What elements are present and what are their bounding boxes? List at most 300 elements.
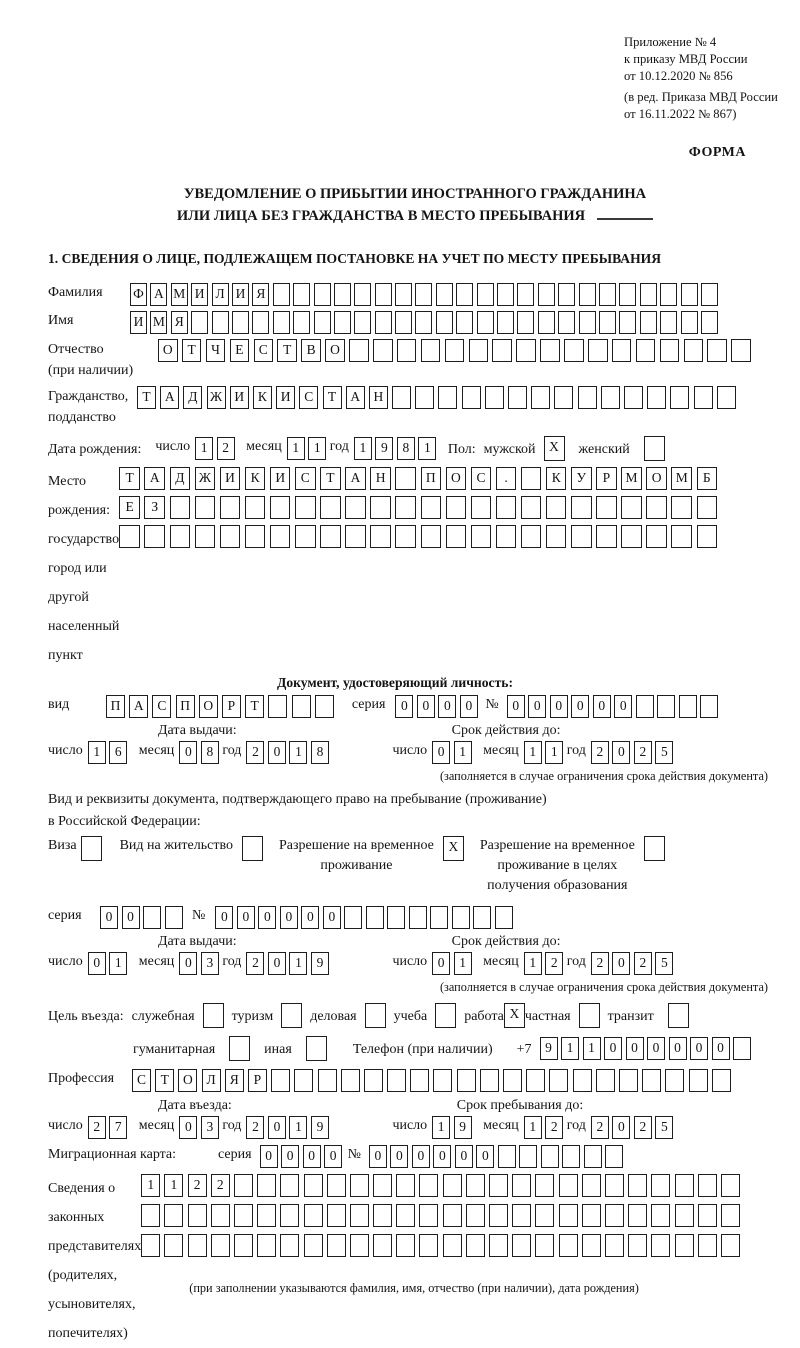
char-cell[interactable]: И [130, 311, 147, 334]
char-cell[interactable] [421, 496, 442, 519]
char-cell[interactable] [350, 1204, 369, 1227]
char-cell[interactable] [144, 525, 165, 548]
char-cell[interactable] [164, 1204, 183, 1227]
char-cell[interactable] [141, 1234, 160, 1257]
char-cell[interactable]: М [621, 467, 642, 490]
char-cell[interactable] [318, 1069, 337, 1092]
doc-kind-input[interactable] [106, 695, 338, 718]
char-cell[interactable] [516, 339, 536, 362]
char-cell[interactable] [496, 496, 517, 519]
char-cell[interactable] [647, 386, 666, 409]
char-cell[interactable] [477, 311, 494, 334]
char-cell[interactable]: Ф [130, 283, 147, 306]
name-input[interactable] [130, 311, 721, 334]
char-cell[interactable] [582, 1174, 601, 1197]
char-cell[interactable] [229, 1036, 250, 1061]
char-cell[interactable] [415, 386, 434, 409]
char-cell[interactable] [579, 311, 596, 334]
doc-issue-day-input[interactable] [88, 741, 131, 764]
char-cell[interactable] [373, 339, 393, 362]
char-cell[interactable] [365, 1003, 386, 1028]
char-cell[interactable]: А [346, 386, 365, 409]
char-cell[interactable]: М [171, 283, 188, 306]
char-cell[interactable] [701, 283, 718, 306]
char-cell[interactable]: М [671, 467, 692, 490]
char-cell[interactable] [721, 1174, 740, 1197]
char-cell[interactable] [327, 1204, 346, 1227]
char-cell[interactable]: 0 [604, 1037, 622, 1060]
char-cell[interactable] [492, 339, 512, 362]
char-cell[interactable] [415, 283, 432, 306]
char-cell[interactable] [195, 525, 216, 548]
visa-checkbox[interactable] [81, 836, 102, 861]
char-cell[interactable] [712, 1069, 731, 1092]
char-cell[interactable] [466, 1174, 485, 1197]
char-cell[interactable] [571, 496, 592, 519]
char-cell[interactable]: О [199, 695, 218, 718]
phone-input[interactable] [540, 1037, 755, 1060]
char-cell[interactable] [462, 386, 481, 409]
char-cell[interactable] [508, 386, 527, 409]
char-cell[interactable] [689, 1069, 708, 1092]
char-cell[interactable] [624, 386, 643, 409]
char-cell[interactable] [675, 1174, 694, 1197]
char-cell[interactable]: Я [225, 1069, 244, 1092]
char-cell[interactable]: . [496, 467, 517, 490]
sex-female-checkbox[interactable] [644, 436, 665, 461]
char-cell[interactable] [489, 1174, 508, 1197]
char-cell[interactable]: 1 [289, 952, 307, 975]
char-cell[interactable] [304, 1174, 323, 1197]
char-cell[interactable] [651, 1174, 670, 1197]
char-cell[interactable]: С [299, 386, 318, 409]
entry-day-input[interactable] [88, 1116, 131, 1139]
char-cell[interactable] [599, 283, 616, 306]
char-cell[interactable]: 7 [109, 1116, 127, 1139]
char-cell[interactable] [280, 1174, 299, 1197]
char-cell[interactable]: 2 [634, 741, 652, 764]
char-cell[interactable]: Е [119, 496, 140, 519]
char-cell[interactable]: 8 [311, 741, 329, 764]
temp-residence-education-checkbox[interactable] [644, 836, 665, 861]
char-cell[interactable] [349, 339, 369, 362]
char-cell[interactable] [721, 1204, 740, 1227]
purpose-other-checkbox[interactable] [306, 1036, 327, 1061]
char-cell[interactable] [651, 1234, 670, 1257]
char-cell[interactable] [234, 1174, 253, 1197]
char-cell[interactable]: 0 [690, 1037, 708, 1060]
char-cell[interactable] [396, 1234, 415, 1257]
char-cell[interactable] [188, 1204, 207, 1227]
char-cell[interactable]: 3 [201, 952, 219, 975]
char-cell[interactable] [375, 283, 392, 306]
char-cell[interactable] [466, 1234, 485, 1257]
char-cell[interactable]: 1 [109, 952, 127, 975]
char-cell[interactable] [558, 311, 575, 334]
char-cell[interactable] [257, 1234, 276, 1257]
surname-input[interactable] [130, 283, 721, 306]
char-cell[interactable] [646, 496, 667, 519]
char-cell[interactable]: 0 [122, 906, 140, 929]
char-cell[interactable] [387, 906, 405, 929]
representatives-row1-input[interactable] [141, 1174, 744, 1197]
char-cell[interactable]: 9 [540, 1037, 558, 1060]
char-cell[interactable]: Т [323, 386, 342, 409]
char-cell[interactable] [521, 525, 542, 548]
char-cell[interactable] [541, 1145, 559, 1168]
char-cell[interactable] [640, 283, 657, 306]
char-cell[interactable]: С [471, 467, 492, 490]
char-cell[interactable] [540, 339, 560, 362]
char-cell[interactable] [438, 386, 457, 409]
char-cell[interactable] [496, 525, 517, 548]
char-cell[interactable] [387, 1069, 406, 1092]
char-cell[interactable] [731, 339, 751, 362]
sex-male-checkbox[interactable] [544, 436, 565, 461]
char-cell[interactable] [535, 1234, 554, 1257]
char-cell[interactable] [636, 339, 656, 362]
char-cell[interactable]: 2 [545, 1116, 563, 1139]
char-cell[interactable] [294, 1069, 313, 1092]
char-cell[interactable]: 1 [164, 1174, 183, 1197]
char-cell[interactable] [573, 1069, 592, 1092]
char-cell[interactable] [660, 339, 680, 362]
char-cell[interactable] [211, 1204, 230, 1227]
char-cell[interactable] [733, 1037, 751, 1060]
char-cell[interactable]: 1 [88, 741, 106, 764]
char-cell[interactable]: З [144, 496, 165, 519]
char-cell[interactable] [292, 695, 311, 718]
char-cell[interactable] [554, 386, 573, 409]
char-cell[interactable] [170, 525, 191, 548]
char-cell[interactable] [443, 1234, 462, 1257]
char-cell[interactable]: 1 [545, 741, 563, 764]
residence-valid-month-input[interactable] [524, 952, 567, 975]
char-cell[interactable] [495, 906, 513, 929]
char-cell[interactable]: Н [369, 386, 388, 409]
char-cell[interactable]: 0 [432, 741, 450, 764]
char-cell[interactable]: 2 [217, 437, 235, 460]
char-cell[interactable] [681, 283, 698, 306]
char-cell[interactable]: О [178, 1069, 197, 1092]
char-cell[interactable]: К [546, 467, 567, 490]
char-cell[interactable]: 0 [303, 1145, 321, 1168]
char-cell[interactable]: 0 [237, 906, 255, 929]
char-cell[interactable]: 0 [260, 1145, 278, 1168]
char-cell[interactable] [306, 1036, 327, 1061]
char-cell[interactable] [559, 1204, 578, 1227]
char-cell[interactable]: 2 [591, 741, 609, 764]
char-cell[interactable] [535, 1204, 554, 1227]
purpose-private-checkbox[interactable] [579, 1003, 600, 1028]
char-cell[interactable]: А [160, 386, 179, 409]
char-cell[interactable] [519, 1145, 537, 1168]
char-cell[interactable] [314, 311, 331, 334]
char-cell[interactable] [446, 496, 467, 519]
char-cell[interactable] [675, 1204, 694, 1227]
char-cell[interactable]: Т [119, 467, 140, 490]
char-cell[interactable]: 0 [280, 906, 298, 929]
char-cell[interactable] [203, 1003, 224, 1028]
char-cell[interactable] [409, 906, 427, 929]
char-cell[interactable]: 0 [268, 1116, 286, 1139]
char-cell[interactable] [234, 1234, 253, 1257]
char-cell[interactable] [628, 1174, 647, 1197]
char-cell[interactable]: О [158, 339, 178, 362]
char-cell[interactable]: 1 [289, 741, 307, 764]
char-cell[interactable]: 2 [634, 952, 652, 975]
char-cell[interactable] [327, 1234, 346, 1257]
char-cell[interactable] [512, 1204, 531, 1227]
char-cell[interactable]: 2 [88, 1116, 106, 1139]
char-cell[interactable] [410, 1069, 429, 1092]
char-cell[interactable] [280, 1204, 299, 1227]
char-cell[interactable] [517, 311, 534, 334]
char-cell[interactable]: П [106, 695, 125, 718]
char-cell[interactable]: К [253, 386, 272, 409]
char-cell[interactable] [660, 311, 677, 334]
char-cell[interactable]: 0 [571, 695, 589, 718]
entry-month-input[interactable] [179, 1116, 222, 1139]
char-cell[interactable]: 3 [201, 1116, 219, 1139]
char-cell[interactable] [477, 283, 494, 306]
char-cell[interactable] [605, 1145, 623, 1168]
char-cell[interactable] [588, 339, 608, 362]
char-cell[interactable]: 1 [354, 437, 372, 460]
char-cell[interactable] [232, 311, 249, 334]
char-cell[interactable]: 5 [655, 952, 673, 975]
char-cell[interactable]: 1 [308, 437, 326, 460]
residence-number-input[interactable] [215, 906, 516, 929]
char-cell[interactable]: 1 [454, 741, 472, 764]
char-cell[interactable] [619, 283, 636, 306]
char-cell[interactable] [295, 496, 316, 519]
char-cell[interactable] [675, 1234, 694, 1257]
char-cell[interactable]: Р [248, 1069, 267, 1092]
char-cell[interactable]: А [150, 283, 167, 306]
char-cell[interactable] [579, 283, 596, 306]
char-cell[interactable] [270, 496, 291, 519]
char-cell[interactable]: 0 [215, 906, 233, 929]
char-cell[interactable] [601, 386, 620, 409]
char-cell[interactable]: 0 [88, 952, 106, 975]
char-cell[interactable] [334, 283, 351, 306]
char-cell[interactable]: 2 [634, 1116, 652, 1139]
char-cell[interactable] [628, 1234, 647, 1257]
char-cell[interactable]: X [544, 436, 565, 461]
char-cell[interactable] [320, 496, 341, 519]
char-cell[interactable]: 0 [390, 1145, 408, 1168]
char-cell[interactable] [320, 525, 341, 548]
char-cell[interactable] [421, 339, 441, 362]
char-cell[interactable] [701, 311, 718, 334]
stay-month-input[interactable] [524, 1116, 567, 1139]
char-cell[interactable] [457, 1069, 476, 1092]
char-cell[interactable]: 2 [211, 1174, 230, 1197]
char-cell[interactable] [395, 496, 416, 519]
char-cell[interactable] [364, 1069, 383, 1092]
char-cell[interactable] [512, 1174, 531, 1197]
char-cell[interactable] [271, 1069, 290, 1092]
char-cell[interactable]: 9 [311, 952, 329, 975]
char-cell[interactable] [619, 1069, 638, 1092]
char-cell[interactable] [295, 525, 316, 548]
char-cell[interactable]: 0 [179, 741, 197, 764]
char-cell[interactable]: 0 [626, 1037, 644, 1060]
char-cell[interactable]: В [301, 339, 321, 362]
char-cell[interactable] [642, 1069, 661, 1092]
char-cell[interactable] [571, 525, 592, 548]
char-cell[interactable]: 2 [246, 952, 264, 975]
char-cell[interactable]: 0 [100, 906, 118, 929]
char-cell[interactable] [220, 525, 241, 548]
char-cell[interactable] [671, 525, 692, 548]
char-cell[interactable] [605, 1234, 624, 1257]
char-cell[interactable] [419, 1234, 438, 1257]
char-cell[interactable]: X [443, 836, 464, 861]
char-cell[interactable]: 0 [507, 695, 525, 718]
char-cell[interactable] [395, 467, 416, 490]
char-cell[interactable] [549, 1069, 568, 1092]
char-cell[interactable] [456, 283, 473, 306]
char-cell[interactable] [497, 283, 514, 306]
char-cell[interactable] [596, 1069, 615, 1092]
char-cell[interactable] [700, 695, 718, 718]
char-cell[interactable] [646, 525, 667, 548]
purpose-official-checkbox[interactable] [203, 1003, 224, 1028]
char-cell[interactable] [564, 339, 584, 362]
char-cell[interactable]: 5 [655, 741, 673, 764]
char-cell[interactable]: Н [370, 467, 391, 490]
char-cell[interactable] [415, 311, 432, 334]
char-cell[interactable]: Л [202, 1069, 221, 1092]
char-cell[interactable] [430, 906, 448, 929]
char-cell[interactable]: X [504, 1003, 525, 1028]
char-cell[interactable] [334, 311, 351, 334]
char-cell[interactable]: Т [182, 339, 202, 362]
char-cell[interactable] [165, 906, 183, 929]
char-cell[interactable]: 1 [287, 437, 305, 460]
char-cell[interactable]: А [144, 467, 165, 490]
char-cell[interactable] [395, 311, 412, 334]
char-cell[interactable] [517, 283, 534, 306]
char-cell[interactable] [350, 1234, 369, 1257]
char-cell[interactable]: 6 [109, 741, 127, 764]
char-cell[interactable] [293, 283, 310, 306]
char-cell[interactable] [697, 496, 718, 519]
char-cell[interactable]: 0 [301, 906, 319, 929]
char-cell[interactable] [252, 311, 269, 334]
char-cell[interactable] [469, 339, 489, 362]
char-cell[interactable] [605, 1174, 624, 1197]
birthplace-row3-input[interactable] [119, 525, 721, 548]
char-cell[interactable]: 0 [593, 695, 611, 718]
char-cell[interactable] [636, 695, 654, 718]
char-cell[interactable] [562, 1145, 580, 1168]
char-cell[interactable] [489, 1234, 508, 1257]
char-cell[interactable]: 0 [323, 906, 341, 929]
char-cell[interactable] [242, 836, 263, 861]
stay-year-input[interactable] [591, 1116, 677, 1139]
birthdate-day-input[interactable] [195, 437, 238, 460]
char-cell[interactable]: 0 [412, 1145, 430, 1168]
char-cell[interactable] [268, 695, 287, 718]
char-cell[interactable] [327, 1174, 346, 1197]
char-cell[interactable] [315, 695, 334, 718]
char-cell[interactable]: И [270, 467, 291, 490]
char-cell[interactable] [644, 436, 665, 461]
char-cell[interactable] [245, 525, 266, 548]
char-cell[interactable] [681, 311, 698, 334]
char-cell[interactable]: 0 [417, 695, 435, 718]
char-cell[interactable] [559, 1174, 578, 1197]
char-cell[interactable] [531, 386, 550, 409]
char-cell[interactable] [480, 1069, 499, 1092]
char-cell[interactable] [621, 496, 642, 519]
char-cell[interactable] [191, 311, 208, 334]
char-cell[interactable] [665, 1069, 684, 1092]
residence-issue-day-input[interactable] [88, 952, 131, 975]
migration-series-input[interactable] [260, 1145, 346, 1168]
char-cell[interactable]: А [129, 695, 148, 718]
char-cell[interactable] [119, 525, 140, 548]
char-cell[interactable] [578, 386, 597, 409]
char-cell[interactable]: 1 [454, 952, 472, 975]
char-cell[interactable]: М [150, 311, 167, 334]
char-cell[interactable] [584, 1145, 602, 1168]
purpose-transit-checkbox[interactable] [668, 1003, 689, 1028]
char-cell[interactable]: С [254, 339, 274, 362]
char-cell[interactable] [628, 1204, 647, 1227]
residence-permit-checkbox[interactable] [242, 836, 263, 861]
char-cell[interactable] [436, 311, 453, 334]
char-cell[interactable] [395, 283, 412, 306]
char-cell[interactable] [419, 1204, 438, 1227]
char-cell[interactable] [582, 1204, 601, 1227]
residence-valid-year-input[interactable] [591, 952, 677, 975]
char-cell[interactable]: О [646, 467, 667, 490]
char-cell[interactable]: Ж [207, 386, 226, 409]
char-cell[interactable]: 1 [289, 1116, 307, 1139]
char-cell[interactable] [397, 339, 417, 362]
doc-valid-day-input[interactable] [432, 741, 475, 764]
char-cell[interactable] [396, 1204, 415, 1227]
char-cell[interactable] [721, 1234, 740, 1257]
char-cell[interactable] [170, 496, 191, 519]
migration-number-input[interactable] [369, 1145, 627, 1168]
char-cell[interactable] [373, 1204, 392, 1227]
char-cell[interactable]: 0 [647, 1037, 665, 1060]
char-cell[interactable]: 1 [583, 1037, 601, 1060]
char-cell[interactable]: 0 [612, 1116, 630, 1139]
char-cell[interactable]: У [571, 467, 592, 490]
char-cell[interactable]: 1 [524, 952, 542, 975]
char-cell[interactable]: 0 [614, 695, 632, 718]
char-cell[interactable] [373, 1234, 392, 1257]
char-cell[interactable]: О [446, 467, 467, 490]
char-cell[interactable] [671, 496, 692, 519]
char-cell[interactable]: С [295, 467, 316, 490]
char-cell[interactable]: 0 [369, 1145, 387, 1168]
char-cell[interactable] [651, 1204, 670, 1227]
char-cell[interactable]: 0 [476, 1145, 494, 1168]
residence-valid-day-input[interactable] [432, 952, 475, 975]
char-cell[interactable] [354, 283, 371, 306]
char-cell[interactable] [471, 496, 492, 519]
char-cell[interactable]: 8 [201, 741, 219, 764]
char-cell[interactable] [503, 1069, 522, 1092]
char-cell[interactable] [596, 525, 617, 548]
